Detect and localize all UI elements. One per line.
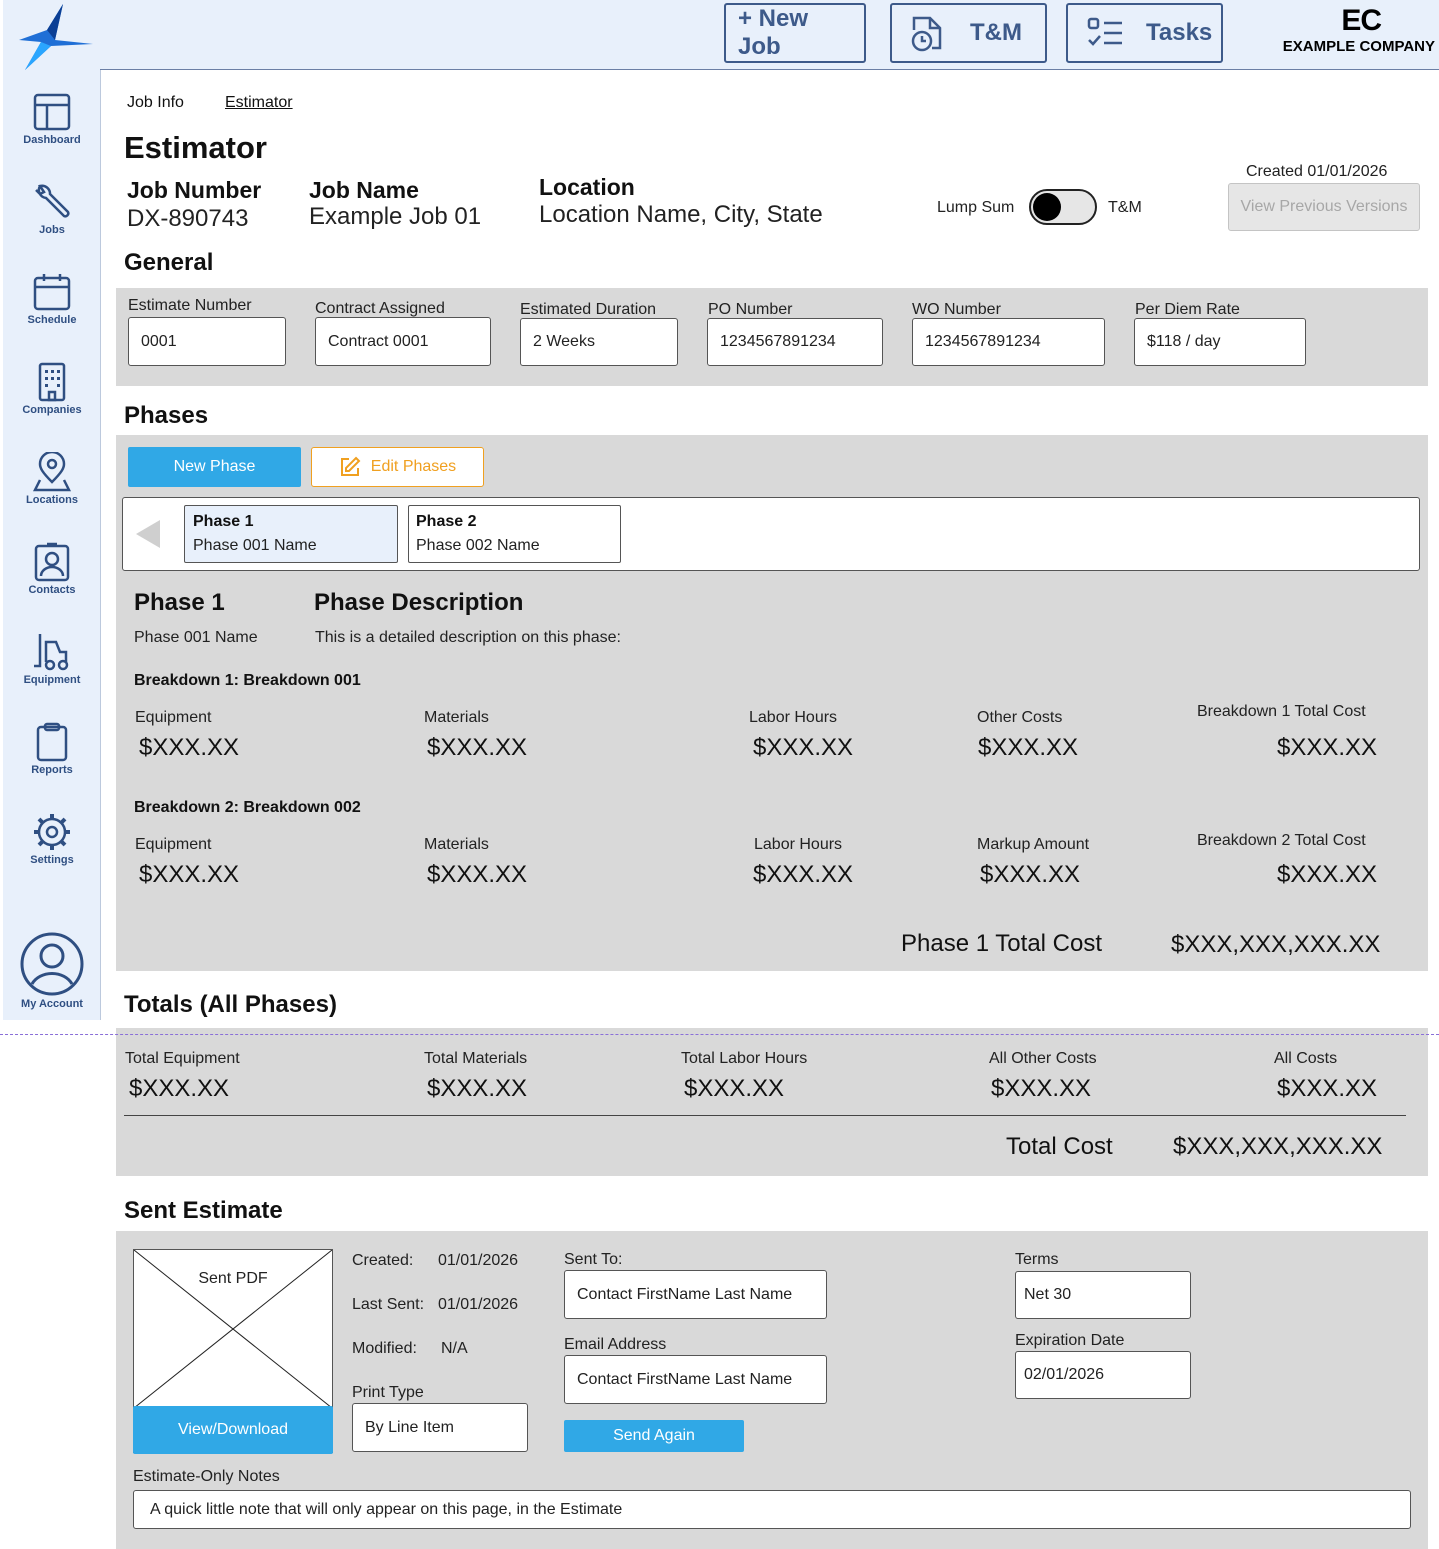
job-name-label: Job Name: [309, 177, 419, 203]
email-address-label: Email Address: [564, 1336, 667, 1353]
created-label: Created:: [352, 1252, 414, 1269]
email-address-field[interactable]: Contact FirstName Last Name: [564, 1355, 827, 1404]
last-sent-label: Last Sent:: [352, 1296, 425, 1313]
new-job-button[interactable]: [724, 3, 866, 63]
per-diem-rate-field[interactable]: $118 / day: [1134, 318, 1306, 366]
breakdown-1-materials-value: $XXX.XX: [427, 734, 528, 761]
estimate-number-field[interactable]: 0001: [128, 317, 286, 366]
phase-card-name: Phase 001 Name: [193, 537, 317, 554]
nav-label: Contacts: [28, 584, 76, 596]
breakdown-1-materials-label: Materials: [424, 709, 489, 726]
tab-job-info[interactable]: Job Info: [127, 94, 184, 111]
breakdown-1-total-value: $XXX.XX: [1277, 734, 1378, 761]
location-value: Location Name, City, State: [539, 201, 823, 228]
wo-number-field[interactable]: 1234567891234: [912, 318, 1105, 366]
phase-total-label: Phase 1 Total Cost: [901, 930, 1103, 957]
new-phase-button[interactable]: New Phase: [128, 447, 301, 487]
phase-detail-name: Phase 001 Name: [134, 629, 258, 646]
contact-card-icon: [32, 542, 72, 582]
gear-icon: [32, 812, 72, 852]
nav-label: Jobs: [39, 224, 65, 236]
print-type-label: Print Type: [352, 1384, 424, 1401]
tasks-button[interactable]: [1066, 3, 1223, 63]
edit-icon: [339, 456, 361, 478]
tm-label: T&M: [970, 19, 1022, 46]
user-avatar-icon: [20, 932, 84, 996]
send-again-button[interactable]: Send Again: [564, 1420, 744, 1452]
estimated-duration-label: Estimated Duration: [520, 301, 657, 318]
job-number-label: Job Number: [127, 177, 262, 203]
nav-label: My Account: [21, 998, 83, 1010]
document-clock-icon: [910, 14, 944, 52]
phase-description-title: Phase Description: [314, 589, 524, 616]
tab-estimator[interactable]: Estimator: [225, 94, 293, 111]
breakdown-2-labor-value: $XXX.XX: [753, 861, 854, 888]
fold-divider: [0, 1034, 1439, 1035]
total-equipment-value: $XXX.XX: [129, 1075, 230, 1102]
estimate-notes-label: Estimate-Only Notes: [133, 1468, 280, 1485]
total-cost-value: $XXX,XXX,XXX.XX: [1173, 1133, 1383, 1160]
po-number-label: PO Number: [708, 301, 793, 318]
total-cost-label: Total Cost: [1006, 1133, 1113, 1160]
breakdown-1-total-label: Breakdown 1 Total Cost: [1197, 703, 1366, 720]
view-download-button[interactable]: View/Download: [133, 1406, 333, 1454]
breakdown-2-markup-value: $XXX.XX: [980, 861, 1081, 888]
forklift-icon: [32, 632, 72, 672]
estimated-duration-field[interactable]: 2 Weeks: [520, 318, 678, 366]
nav-label: Companies: [22, 404, 82, 416]
phase-card-title: Phase 2: [416, 513, 477, 530]
phase-detail-title: Phase 1: [134, 589, 225, 616]
nav-schedule[interactable]: [3, 272, 101, 326]
total-labor-label: Total Labor Hours: [681, 1050, 808, 1067]
nav-locations[interactable]: [3, 452, 101, 506]
nav-label: Settings: [30, 854, 74, 866]
pricing-toggle[interactable]: [1029, 189, 1097, 225]
sidebar: [3, 0, 101, 1020]
map-pin-icon: [32, 452, 72, 492]
breakdown-1-labor-label: Labor Hours: [749, 709, 838, 726]
breakdown-2-equipment-value: $XXX.XX: [139, 861, 240, 888]
breakdown-2-markup-label: Markup Amount: [977, 836, 1090, 853]
phase-description-text: This is a detailed description on this phase:: [315, 629, 621, 646]
top-bar: [100, 0, 1439, 70]
per-diem-rate-label: Per Diem Rate: [1135, 301, 1240, 318]
contract-assigned-field[interactable]: Contract 0001: [315, 317, 491, 366]
breakdown-1-title: Breakdown 1: Breakdown 001: [134, 672, 361, 689]
tm-button[interactable]: [890, 3, 1047, 63]
edit-phases-button[interactable]: [311, 447, 484, 487]
wo-number-label: WO Number: [912, 301, 1001, 318]
all-costs-value: $XXX.XX: [1277, 1075, 1378, 1102]
carousel-prev-icon[interactable]: [136, 520, 160, 548]
sent-estimate-heading: Sent Estimate: [124, 1197, 283, 1224]
nav-label: Locations: [26, 494, 78, 506]
expiration-date-field[interactable]: 02/01/2026: [1015, 1351, 1191, 1399]
breakdown-2-labor-label: Labor Hours: [754, 836, 843, 853]
nav-contacts[interactable]: [3, 542, 101, 596]
toggle-knob: [1033, 193, 1061, 221]
nav-label: Schedule: [27, 314, 77, 326]
breakdown-1-equipment-label: Equipment: [135, 709, 212, 726]
company-abbreviation: EC: [1341, 4, 1381, 37]
nav-equipment[interactable]: [3, 632, 101, 686]
view-previous-versions-button[interactable]: View Previous Versions: [1228, 183, 1420, 231]
lump-sum-label: Lump Sum: [937, 199, 1015, 216]
new-job-label: + New Job: [738, 5, 809, 60]
tm-toggle-label: T&M: [1108, 199, 1142, 216]
company-name: EXAMPLE COMPANY: [1282, 38, 1435, 55]
tasks-label: Tasks: [1146, 19, 1213, 46]
total-equipment-label: Total Equipment: [125, 1050, 240, 1067]
breakdown-2-title: Breakdown 2: Breakdown 002: [134, 799, 361, 816]
breakdown-2-total-value: $XXX.XX: [1277, 861, 1378, 888]
totals-heading: Totals (All Phases): [124, 991, 337, 1018]
page-title: Estimator: [124, 130, 267, 165]
wrench-icon: [32, 182, 72, 222]
total-materials-label: Total Materials: [424, 1050, 528, 1067]
location-label: Location: [539, 174, 635, 200]
checklist-icon: [1086, 16, 1124, 50]
breakdown-2-materials-value: $XXX.XX: [427, 861, 528, 888]
nav-dashboard[interactable]: [3, 92, 101, 146]
totals-divider: [124, 1115, 1406, 1116]
nav-reports[interactable]: [3, 722, 101, 776]
last-sent-value: 01/01/2026: [438, 1296, 519, 1313]
calendar-icon: [32, 272, 72, 312]
created-date: Created 01/01/2026: [1246, 163, 1388, 180]
edit-phases-label: Edit Phases: [370, 458, 457, 475]
breakdown-2-materials-label: Materials: [424, 836, 489, 853]
estimate-notes-field[interactable]: A quick little note that will only appear on this page, in the Estimate: [133, 1490, 1411, 1529]
phase-card-title: Phase 1: [193, 513, 254, 530]
nav-label: Reports: [31, 764, 73, 776]
nav-jobs[interactable]: [3, 182, 101, 236]
all-other-costs-label: All Other Costs: [989, 1050, 1097, 1067]
job-name-value: Example Job 01: [309, 203, 482, 230]
total-materials-value: $XXX.XX: [427, 1075, 528, 1102]
total-labor-value: $XXX.XX: [684, 1075, 785, 1102]
building-icon: [32, 362, 72, 402]
breakdown-1-equipment-value: $XXX.XX: [139, 734, 240, 761]
sent-to-label: Sent To:: [564, 1251, 623, 1268]
estimate-number-label: Estimate Number: [128, 297, 252, 314]
layout-icon: [32, 92, 72, 132]
phase-card-name: Phase 002 Name: [416, 537, 540, 554]
phase-card-2[interactable]: [408, 505, 621, 563]
breakdown-1-other-label: Other Costs: [977, 709, 1063, 726]
job-number-value: DX-890743: [127, 205, 249, 232]
app-logo[interactable]: [11, 2, 95, 77]
all-other-costs-value: $XXX.XX: [991, 1075, 1092, 1102]
breakdown-1-other-value: $XXX.XX: [978, 734, 1079, 761]
phases-heading: Phases: [124, 402, 209, 429]
nav-companies[interactable]: [3, 362, 101, 416]
nav-label: Equipment: [23, 674, 81, 686]
breakdown-1-labor-value: $XXX.XX: [753, 734, 854, 761]
phase-total-value: $XXX,XXX,XXX.XX: [1171, 931, 1381, 958]
all-costs-label: All Costs: [1274, 1050, 1338, 1067]
phase-card-1[interactable]: [184, 505, 398, 563]
breakdown-2-equipment-label: Equipment: [135, 836, 212, 853]
po-number-field[interactable]: 1234567891234: [707, 318, 883, 366]
nav-label: Dashboard: [23, 134, 81, 146]
general-heading: General: [124, 249, 214, 276]
breakdown-2-total-label: Breakdown 2 Total Cost: [1197, 832, 1366, 849]
pdf-label: Sent PDF: [198, 1270, 268, 1287]
terms-field[interactable]: Net 30: [1015, 1271, 1191, 1319]
contract-assigned-label: Contract Assigned: [315, 300, 445, 317]
modified-value: N/A: [441, 1340, 468, 1357]
terms-label: Terms: [1015, 1251, 1059, 1268]
nav-settings[interactable]: [3, 812, 101, 866]
print-type-select[interactable]: By Line Item: [352, 1403, 528, 1452]
clipboard-icon: [32, 722, 72, 762]
sent-to-field[interactable]: Contact FirstName Last Name: [564, 1270, 827, 1319]
expiration-date-label: Expiration Date: [1015, 1332, 1125, 1349]
created-value: 01/01/2026: [438, 1252, 519, 1269]
modified-label: Modified:: [352, 1340, 417, 1357]
nav-my-account[interactable]: [3, 932, 101, 1010]
